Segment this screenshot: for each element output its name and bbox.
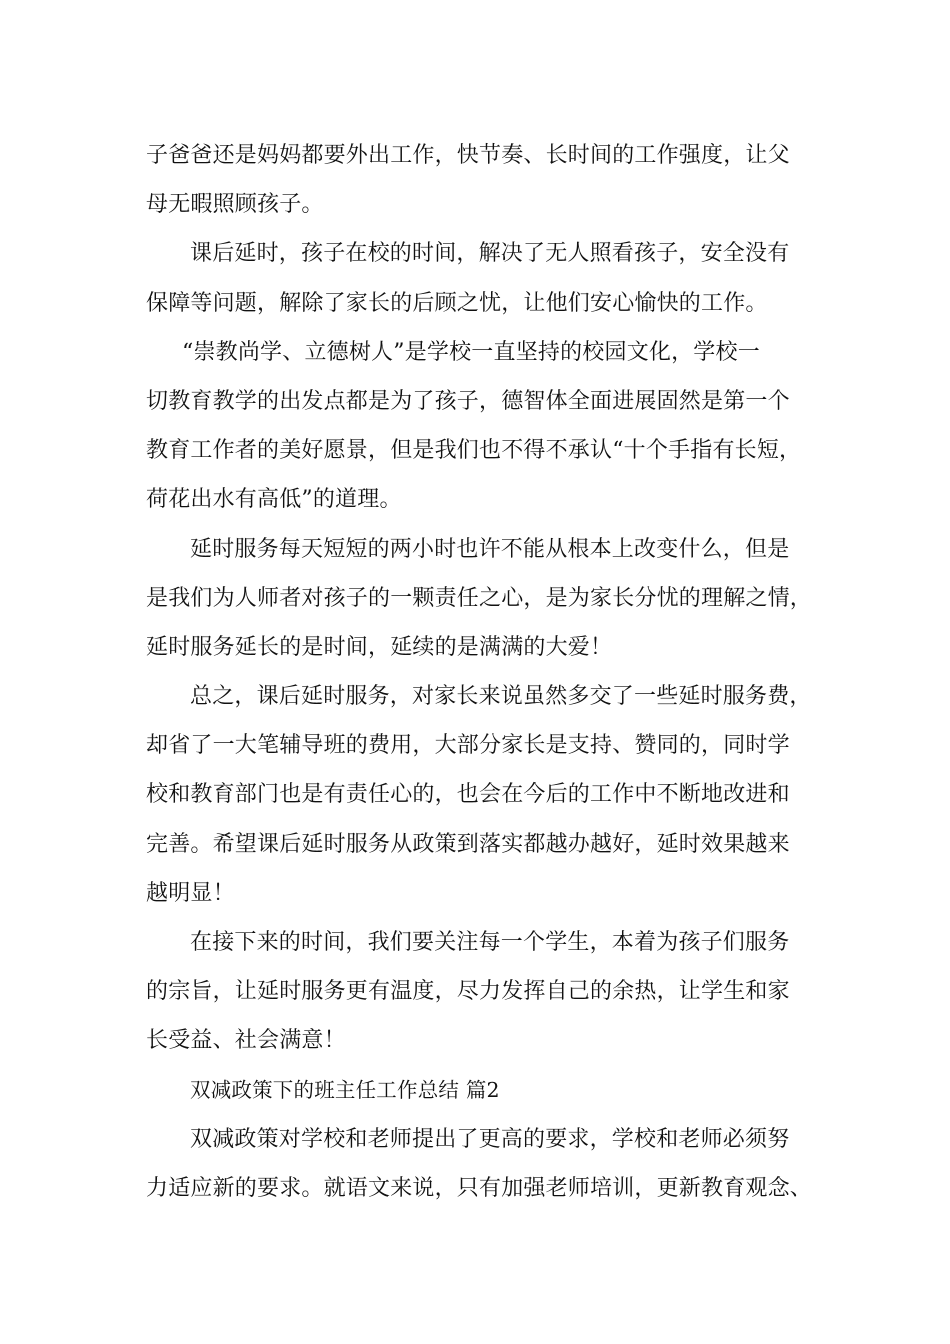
paragraph-5 [146,672,836,918]
paragraph-first-line: 延时服务每天短短的两小时也许不能从根本上改变什么，但是 [190,536,790,562]
section-heading [146,1066,836,1115]
paragraph-7 [146,1115,836,1213]
section-heading-text: 双减政策下的班主任工作总结 篇2 [190,1077,500,1102]
paragraph-line: 子爸爸还是妈妈都要外出工作，快节奏、长时间的工作强度，让父 [146,143,790,168]
paragraph-line: 母无暇照顾孩子。 [146,192,324,218]
paragraph-line: 保障等问题，解除了家长的后顾之忧，让他们安心愉快的工作。 [146,290,768,316]
paragraph-first-line: 双减政策对学校和老师提出了更高的要求，学校和老师必须努 [190,1126,790,1152]
paragraph-line: 是我们为人师者对孩子的一颗责任之心，是为家长分忧的理解之情， [146,585,813,611]
paragraph-line: 切教育教学的出发点都是为了孩子，德智体全面进展固然是第一个 [146,388,790,414]
paragraph-first-line: 在接下来的时间，我们要关注每一个学生，本着为孩子们服务 [190,930,790,955]
paragraph-line: 力适应新的要求。就语文来说，只有加强老师培训，更新教育观念、 [146,1175,813,1201]
paragraph-1 [146,131,836,229]
paragraph-line: 教育工作者的美好愿景，但是我们也不得不承认“十个手指有长短， [146,438,802,464]
paragraph-6 [146,918,836,1066]
paragraph-line: 校和教育部门也是有责任心的，也会在今后的工作中不断地改进和 [146,782,790,808]
paragraph-line: 完善。希望课后延时服务从政策到落实都越办越好，延时效果越来 [146,831,790,857]
paragraph-3 [146,328,836,525]
paragraph-4 [146,525,836,673]
paragraph-line: 却省了一大笔辅导班的费用，大部分家长是支持、赞同的，同时学 [146,733,790,759]
paragraph-line: 越明显！ [146,880,235,906]
document-body [146,131,836,1213]
paragraph-first-line: “崇教尚学、立德树人”是学校一直坚持的校园文化，学校一 [182,339,760,365]
paragraph-2 [146,229,836,327]
paragraph-first-line: 总之，课后延时服务，对家长来说虽然多交了一些延时服务费， [190,684,812,710]
paragraph-line: 延时服务延长的是时间，延续的是满满的大爱！ [146,634,613,660]
paragraph-line: 荷花出水有高低”的道理。 [146,487,402,513]
paragraph-line: 长受益、社会满意！ [146,1028,346,1054]
paragraph-first-line: 课后延时，孩子在校的时间，解决了无人照看孩子，安全没有 [190,241,790,267]
paragraph-line: 的宗旨，让延时服务更有温度，尽力发挥自己的余热，让学生和家 [146,979,790,1005]
